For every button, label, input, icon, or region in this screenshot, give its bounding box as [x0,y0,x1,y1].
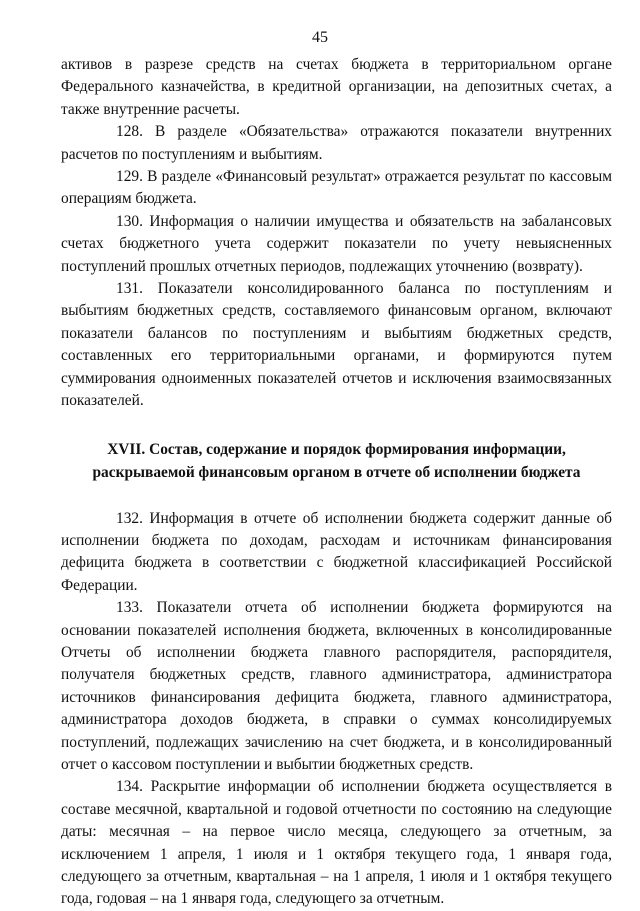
paragraph-128: 128. В разделе «Обязательства» отражаются показатели внутренних расчетов по поступлениям и выбытиям. [61,123,612,163]
section-heading-line-2: раскрываемой финансовым органом в отчете об исполнении бюджета [92,463,581,481]
paragraph-129: 129. В разделе «Финансовый результат» отражается результат по кассовым операциям бюджета. [61,168,612,208]
paragraph-130: 130. Информация о наличии имущества и обязательств на забалансовых счетах бюджетного учета содержит показатели по учету невыясненных поступлений прошлых отчетных периодов, подлежащих уточнению (возврату). [61,212,612,275]
paragraph-131: 131. Показатели консолидированного баланса по поступлениям и выбытиям бюджетных средств, составляемого финансовым органом, включают показатели балансов по поступлениям и выбытиям бюджетных средств, составленных его территориальными органами, и формируются путем суммирования одноименных показателей отчетов и исключения взаимосвязанных показателей. [61,280,612,410]
section-heading-line-1: XVII. Состав, содержание и порядок формирования информации, [107,440,566,458]
section-heading [61,438,612,484]
paragraph-continuation: активов в разрезе средств на счетах бюджета в территориальном органе Федерального казначейства, в кредитной организации, на депозитных счетах, а также внутренние расчеты. [61,56,612,118]
paragraph-132: 132. Информация в отчете об исполнении бюджета содержит данные об исполнении бюджета по доходам, расходам и источникам финансирования дефицита бюджета в соответствии с бюджетной классификацией Российской Федерации. [61,509,612,594]
document-body [61,54,612,911]
paragraph-133: 133. Показатели отчета об исполнении бюджета формируются на основании показателей исполнения бюджета, включенных в консолидированные Отчеты об исполнении бюджета главного распорядителя, распорядителя, получателя бюджетных средств, главного администратора, администратора источников финансирования дефицита бюджета, главного администратора, администратора доходов бюджета, в справки о суммах консолидируемых поступлений, подлежащих зачислению на счет бюджета, и в консолидированный отчет о кассовом поступлении и выбытии бюджетных средств. [61,599,612,773]
page-number: 45 [312,29,328,46]
paragraph-134: 134. Раскрытие информации об исполнении бюджета осуществляется в составе месячной, квартальной и годовой отчетности по состоянию на следующие даты: месячная – на первое число месяца, следующего за отчетным, за исключением 1 апреля, 1 июля и 1 октября текущего года, 1 января года, следующего за отчетным, квартальная – на 1 апреля, 1 июля и 1 октября текущего года, годовая – на 1 января года, следующего за отчетным. [61,778,612,908]
